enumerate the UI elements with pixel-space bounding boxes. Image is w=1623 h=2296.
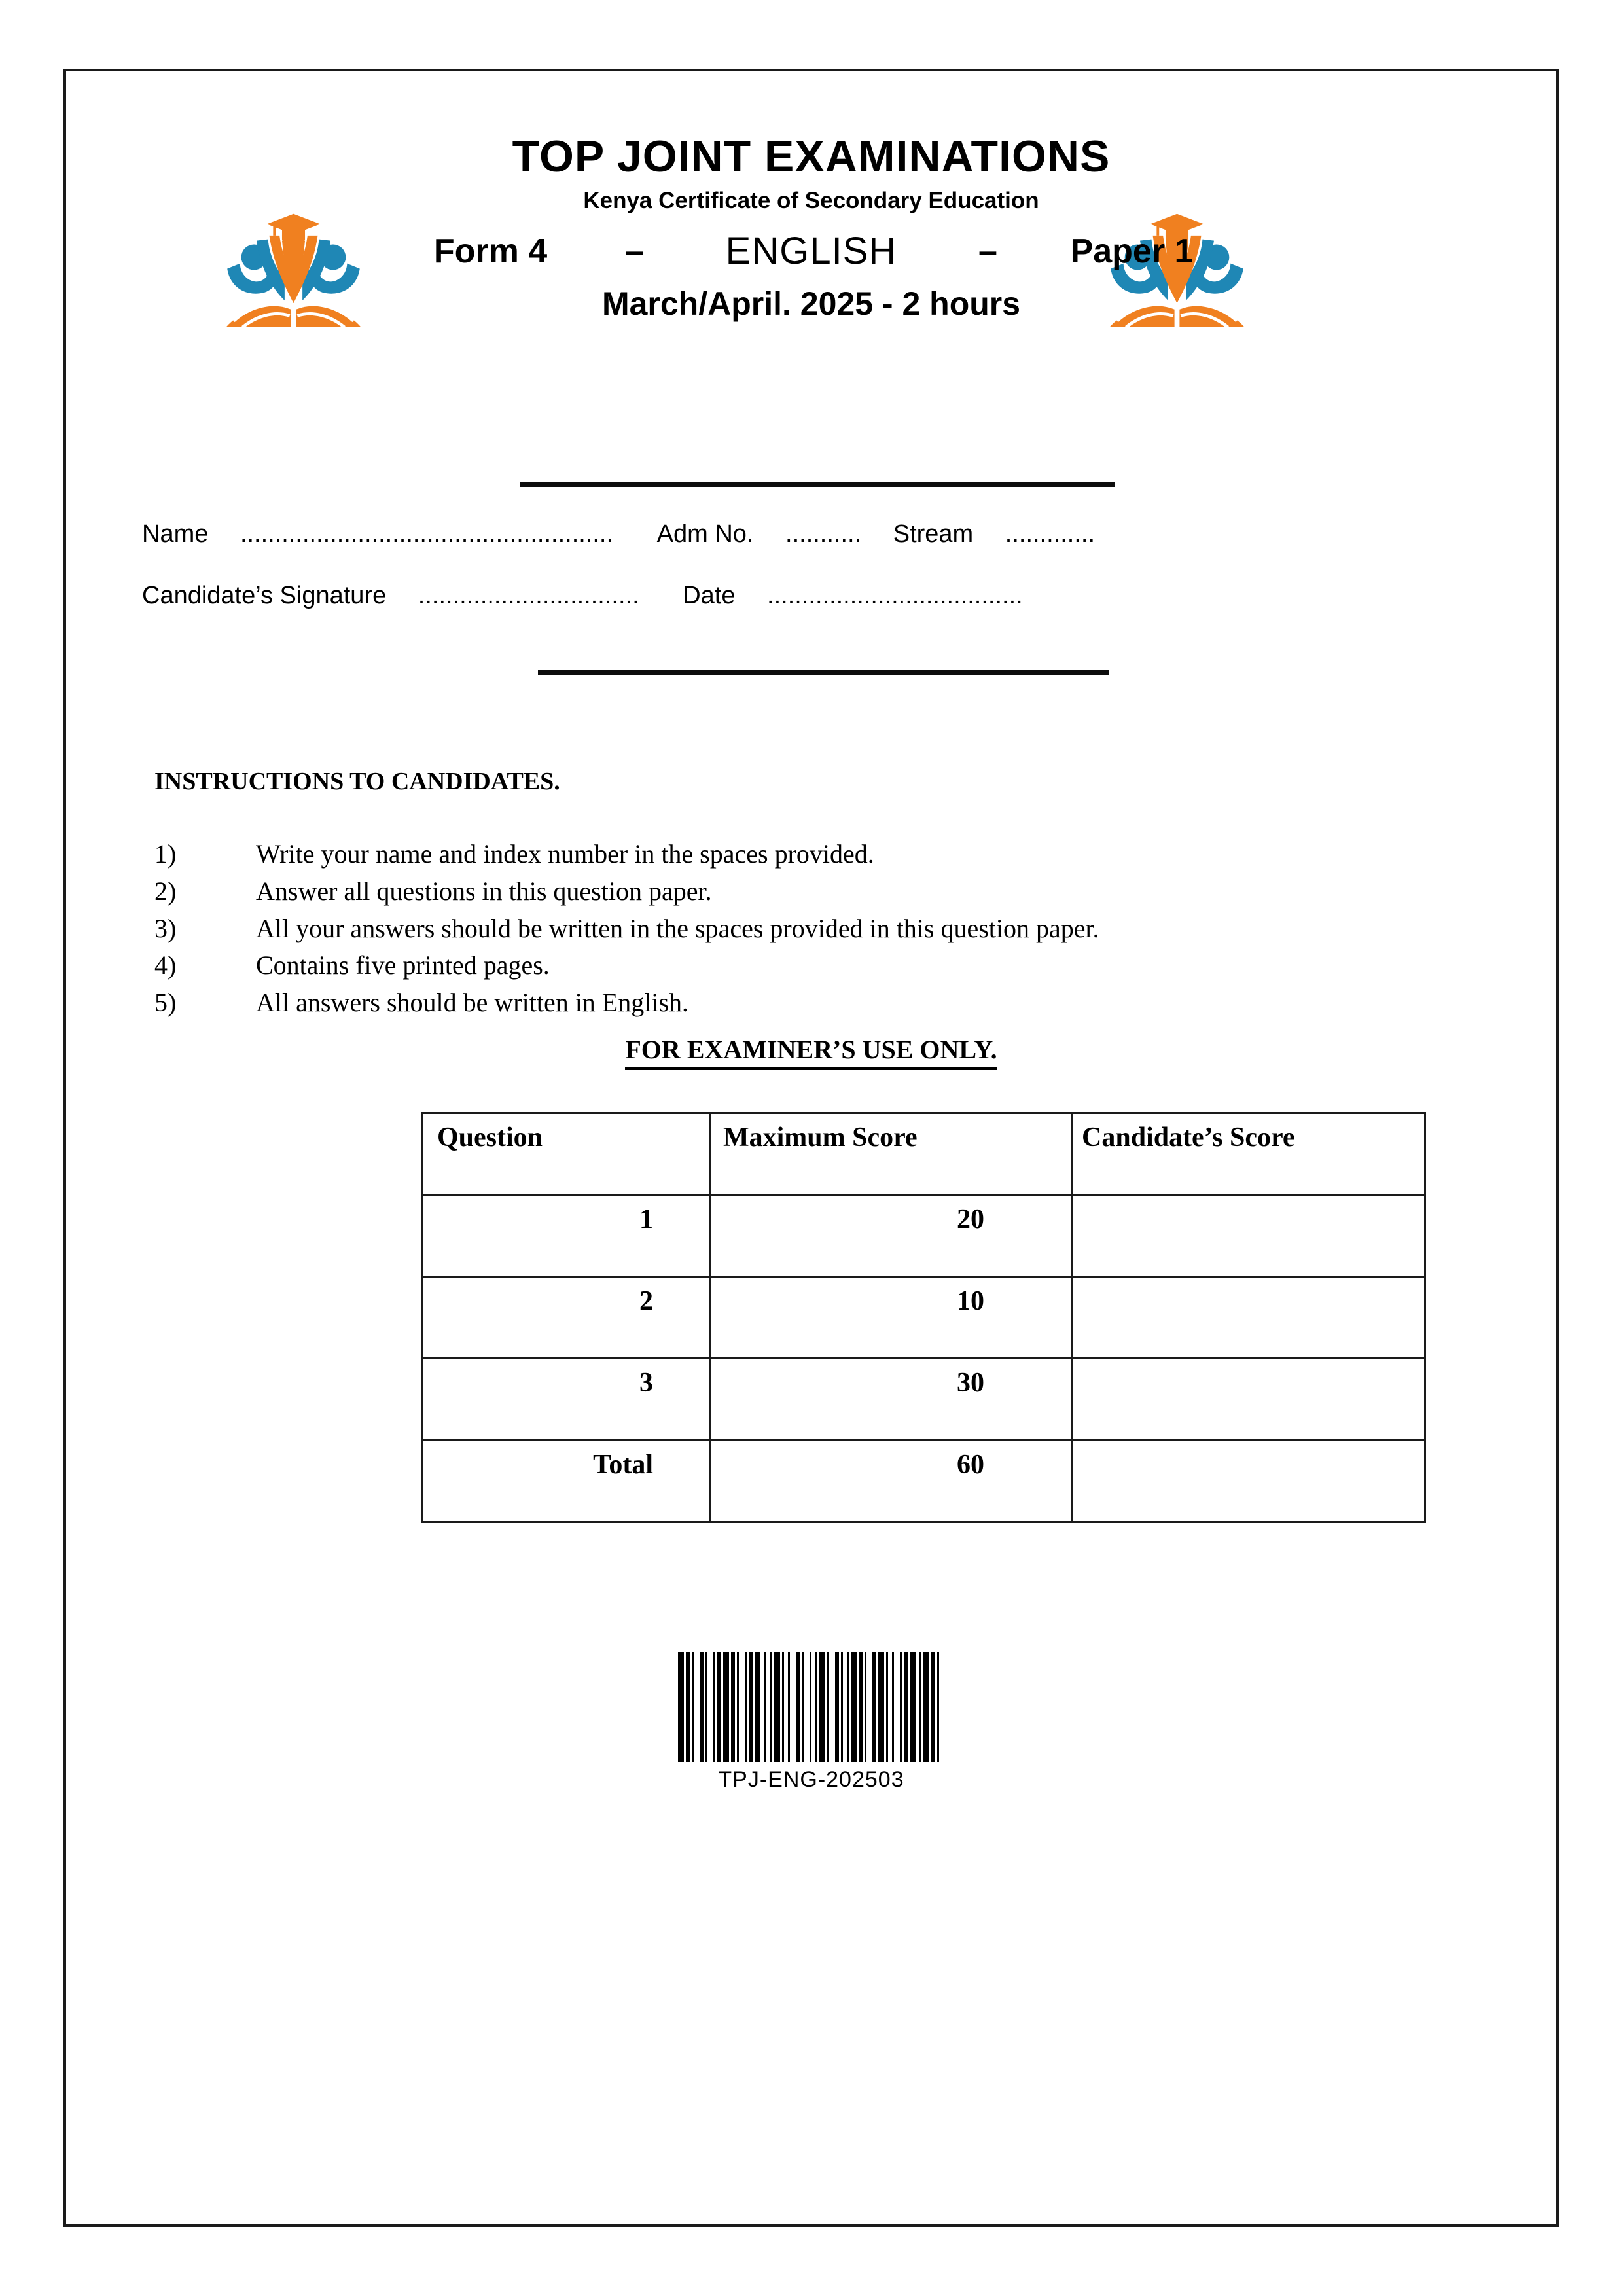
form-label: Form 4 xyxy=(433,232,548,270)
exam-identity-row xyxy=(66,219,1556,284)
name-label: Name xyxy=(142,520,209,548)
stream-label: Stream xyxy=(893,520,974,548)
barcode-icon xyxy=(678,1652,945,1762)
stream-dotted-field[interactable]: ............. xyxy=(1005,520,1096,548)
table-row xyxy=(422,1195,1425,1277)
cell-candidate-score[interactable] xyxy=(1072,1195,1425,1277)
exam-paper-page xyxy=(63,69,1559,2227)
column-header-candidate-score: Candidate’s Score xyxy=(1072,1113,1425,1195)
exam-title: TOP JOINT EXAMINATIONS xyxy=(512,132,1111,181)
instructions-heading: INSTRUCTIONS TO CANDIDATES. xyxy=(154,768,560,795)
subject-label: ENGLISH xyxy=(725,230,897,272)
table-row xyxy=(422,1441,1425,1522)
list-item-label: Write your name and index number in the spaces provided. xyxy=(256,839,874,869)
name-dotted-field[interactable]: ...................................................... xyxy=(240,520,614,548)
cell-maximum-score: 10 xyxy=(711,1277,1072,1359)
list-item-number: 5) xyxy=(154,988,177,1018)
examiner-heading-text: FOR EXAMINER’S USE ONLY. xyxy=(625,1035,997,1070)
cell-question: 2 xyxy=(422,1277,711,1359)
list-item-label: All answers should be written in English. xyxy=(256,988,689,1018)
list-item xyxy=(154,984,1398,1022)
list-item-number: 1) xyxy=(154,839,177,869)
adm-no-label: Adm No. xyxy=(656,520,754,548)
list-item-label: Contains five printed pages. xyxy=(256,950,550,980)
dash-separator-right: – xyxy=(978,232,997,270)
candidate-name-row xyxy=(142,522,1095,547)
date-label: Date xyxy=(683,582,736,609)
list-item-label: Answer all questions in this question paper. xyxy=(256,876,712,906)
cell-question: 3 xyxy=(422,1359,711,1441)
list-item xyxy=(154,947,1398,984)
instructions-list xyxy=(154,836,1398,1022)
cell-question: 1 xyxy=(422,1195,711,1277)
cell-maximum-score: 20 xyxy=(711,1195,1072,1277)
candidate-signature-row xyxy=(142,583,1023,608)
list-item xyxy=(154,873,1398,910)
signature-dotted-field[interactable]: ................................ xyxy=(418,582,639,609)
cell-question-total: Total xyxy=(422,1441,711,1522)
list-item-number: 3) xyxy=(154,913,177,943)
exam-subtitle: Kenya Certificate of Secondary Education xyxy=(583,188,1039,213)
column-header-question: Question xyxy=(422,1113,711,1195)
signature-label: Candidate’s Signature xyxy=(142,582,387,609)
table-row xyxy=(422,1277,1425,1359)
cell-candidate-score[interactable] xyxy=(1072,1359,1425,1441)
barcode-label: TPJ-ENG-202503 xyxy=(718,1767,904,1792)
list-item xyxy=(154,910,1398,948)
header-divider-top xyxy=(520,482,1115,487)
examiner-score-table xyxy=(421,1112,1426,1523)
table-header-row xyxy=(422,1113,1425,1195)
cell-maximum-score: 30 xyxy=(711,1359,1072,1441)
header-divider-bottom xyxy=(538,670,1109,675)
list-item-number: 2) xyxy=(154,876,177,906)
cell-maximum-score: 60 xyxy=(711,1441,1072,1522)
dash-separator-left: – xyxy=(625,232,644,270)
examiner-section-heading xyxy=(66,1037,1556,1063)
column-header-maximum-score: Maximum Score xyxy=(711,1113,1072,1195)
paper-label: Paper 1 xyxy=(1070,232,1194,270)
cell-candidate-score[interactable] xyxy=(1072,1277,1425,1359)
exam-date-duration: March/April. 2025 - 2 hours xyxy=(601,285,1021,322)
list-item-number: 4) xyxy=(154,950,177,980)
cell-candidate-score[interactable] xyxy=(1072,1441,1425,1522)
adm-no-dotted-field[interactable]: ........... xyxy=(785,520,862,548)
table-row xyxy=(422,1359,1425,1441)
barcode-block xyxy=(66,1652,1556,1793)
list-item xyxy=(154,836,1398,873)
date-dotted-field[interactable]: ..................................... xyxy=(767,582,1023,609)
list-item-label: All your answers should be written in the spaces provided in this question paper. xyxy=(256,913,1099,943)
